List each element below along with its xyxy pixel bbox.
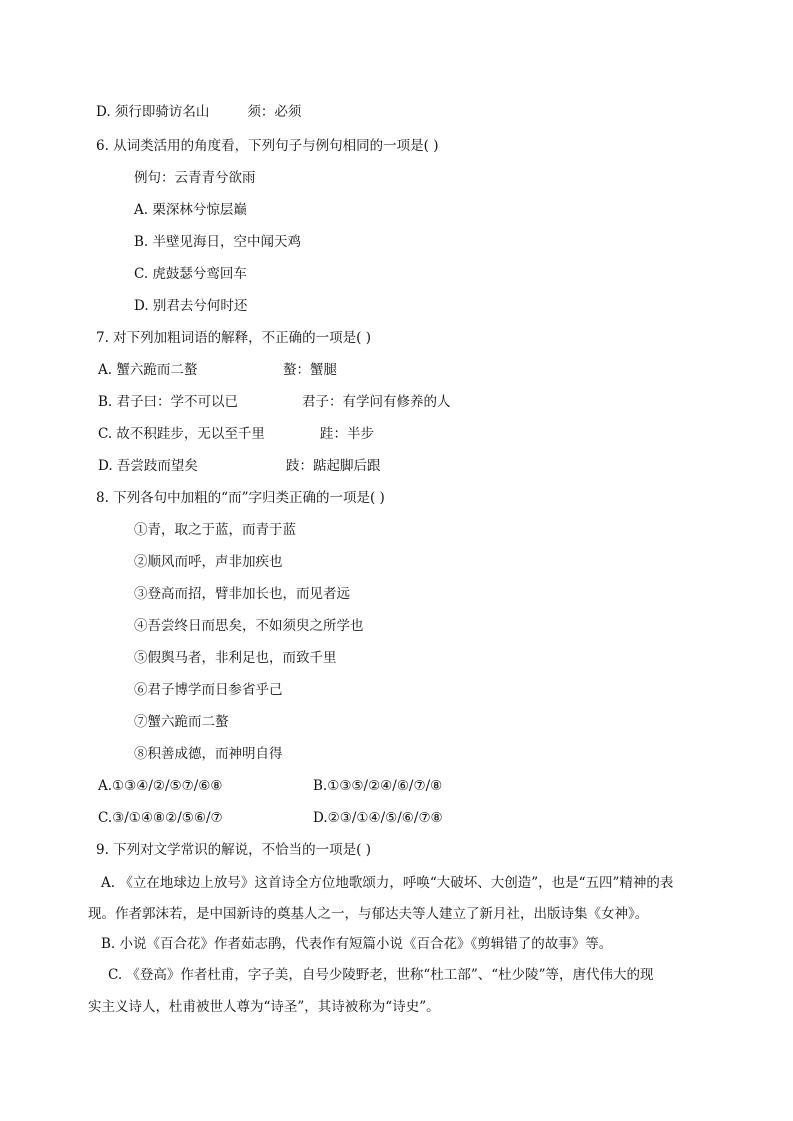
q9-option-a-line1: A. 《立在地球边上放号》这首诗全方位地歌颂力，呼唤“大破坏、大创造”，也是“五四”精神的表 [101,875,674,891]
q7-option-c-text: C. 故不积跬步，无以至千里 [98,426,265,442]
q8-item-3: ③登高而招，臂非加长也，而见者远 [134,586,350,602]
q6-option-b: B. 半壁见海日，空中闻天鸡 [134,234,302,250]
q5-option-d [96,103,301,121]
q8-item-8: ⑧积善成德，而神明自得 [134,746,283,762]
q7-option-a [98,361,197,379]
q5-option-d-text: D. 须行即骑访名山 [96,104,210,120]
q8-item-4: ④吾尝终日而思矣，不如须臾之所学也 [134,618,364,634]
q5-option-d-note: 须：必须 [247,104,302,120]
q8-option-b: B.①③⑤/②④/⑥/⑦/⑧ [313,778,443,794]
q7-option-a-note: 螯：蟹腿 [283,362,337,378]
q6-example: 例句：云青青兮欲雨 [134,170,256,186]
q7-option-d-note: 跂：踮起脚后跟 [286,458,381,474]
q9-stem: 9. 下列对文学常识的解说，不恰当的一项是( ) [96,842,371,858]
q8-item-6: ⑥君子博学而日参省乎己 [134,682,283,698]
q8-item-2: ②顺风而呼，声非加疾也 [134,554,283,570]
q9-option-b: B. 小说《百合花》作者茹志鹃，代表作有短篇小说《百合花》《剪辑错了的故事》等。 [101,936,613,952]
q8-item-1: ①青，取之于蓝，而青于蓝 [134,522,296,538]
q8-option-a: A.①③④/②/⑤⑦/⑥⑧ [98,778,223,794]
q6-option-c: C. 虎鼓瑟兮鸾回车 [134,266,247,282]
q7-option-d-text: D. 吾尝跂而望矣 [98,458,198,474]
q7-stem: 7. 对下列加粗词语的解释，不正确的一项是( ) [96,330,371,346]
q8-item-7: ⑦蟹六跪而二螯 [134,714,229,730]
q6-option-a: A. 栗深林兮惊层巅 [134,202,247,218]
q8-stem: 8. 下列各句中加粗的“而”字归类正确的一项是( ) [96,490,385,506]
q8-item-5: ⑤假舆马者，非利足也，而致千里 [134,650,337,666]
q9-option-c-line2: 实主义诗人，杜甫被世人尊为“诗圣”，其诗被称为“诗史”。 [88,999,440,1015]
q9-option-a-line2: 现。作者郭沫若，是中国新诗的奠基人之一，与郁达夫等人建立了新月社，出版诗集《女神》。 [88,906,649,922]
q8-option-c: C.③/①④⑧②/⑤⑥/⑦ [98,810,223,826]
q6-option-d: D. 别君去兮何时还 [134,298,248,314]
q7-option-b-text: B. 君子曰：学不可以已 [98,394,239,410]
q7-option-b-note: 君子：有学问有修养的人 [302,394,451,410]
q7-option-c-note: 跬：半步 [320,426,374,442]
q6-stem: 6. 从词类活用的角度看，下列句子与例句相同的一项是( ) [96,138,439,154]
q9-option-c-line1: C. 《登高》作者杜甫，字子美，自号少陵野老，世称“杜工部”、“杜少陵”等，唐代伟大的现 [108,967,654,983]
q7-option-a-text: A. 蟹六跪而二螯 [98,362,198,378]
q8-option-d: D.②③/①④/⑤/⑥/⑦⑧ [313,810,443,826]
